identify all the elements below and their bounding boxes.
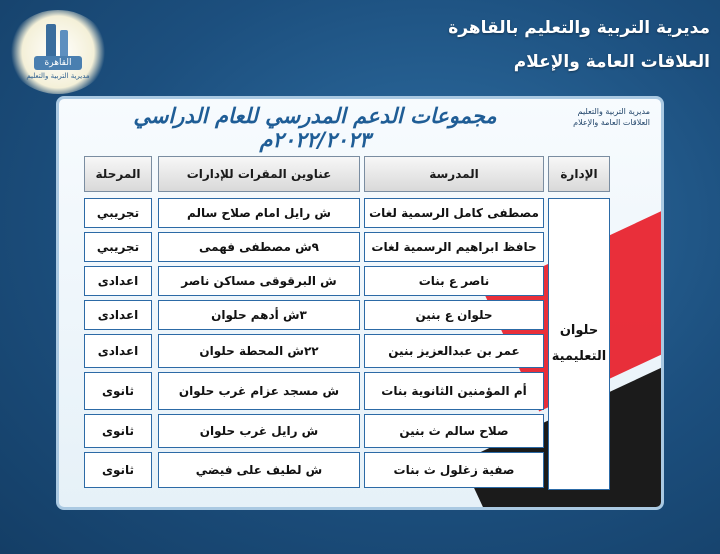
logo-text: القاهرة [34,56,82,70]
cell-stage: اعدادى [84,334,152,368]
stamp-line2: العلاقات العامة والإعلام [573,118,650,127]
cell-address: ش مسجد عزام غرب حلوان [158,372,360,410]
cell-stage: ثانوى [84,372,152,410]
header-district: الإدارة [548,156,610,192]
cell-stage: ثانوى [84,414,152,448]
logo-tower-icon [60,30,68,58]
cell-stage: تجريبي [84,198,152,228]
cell-address: ش لطيف على فيضي [158,452,360,488]
cell-school: حلوان ع بنين [364,300,544,330]
cell-school: مصطفى كامل الرسمية لغات [364,198,544,228]
cell-address: ش رايل غرب حلوان [158,414,360,448]
stamp-line1: مديرية التربية والتعليم [577,107,650,116]
cell-address: ٣ش أدهم حلوان [158,300,360,330]
cell-school: ناصر ع بنات [364,266,544,296]
schools-table [84,152,614,496]
cell-stage: اعدادى [84,266,152,296]
header-school: المدرسة [364,156,544,192]
org-name-line2: العلاقات العامة والإعلام [513,52,710,72]
district-cell [548,198,610,490]
cell-address: ٩ش مصطفى فهمى [158,232,360,262]
logo [8,10,108,94]
logo-caption: مديرية التربية والتعليم [26,72,90,80]
cell-school: صفية زغلول ث بنات [364,452,544,488]
header-stage: المرحلة [84,156,152,192]
cell-stage: اعدادى [84,300,152,330]
page-title: مجموعات الدعم المدرسي للعام الدراسي ٢٠٢٢/٢٠٢٣م [133,104,497,152]
cell-address: ش البرقوقى مساكن ناصر [158,266,360,296]
cell-address: ٢٢ش المحطة حلوان [158,334,360,368]
district-line2: التعليمية [551,349,607,364]
cell-address: ش رايل امام صلاح سالم [158,198,360,228]
cell-school: صلاح سالم ث بنين [364,414,544,448]
cell-stage: ثانوى [84,452,152,488]
cell-school: أم المؤمنين الثانوية بنات [364,372,544,410]
cell-school: عمر بن عبدالعزيز بنين [364,334,544,368]
district-line1: حلوان [559,323,599,338]
header-address: عناوين المقرات للإدارات [158,156,360,192]
stamp [542,106,650,128]
logo-tower-icon [46,24,56,58]
org-name-line1: مديرية التربية والتعليم بالقاهرة [448,18,710,38]
cell-stage: تجريبي [84,232,152,262]
cell-school: حافظ ابراهيم الرسمية لغات [364,232,544,262]
